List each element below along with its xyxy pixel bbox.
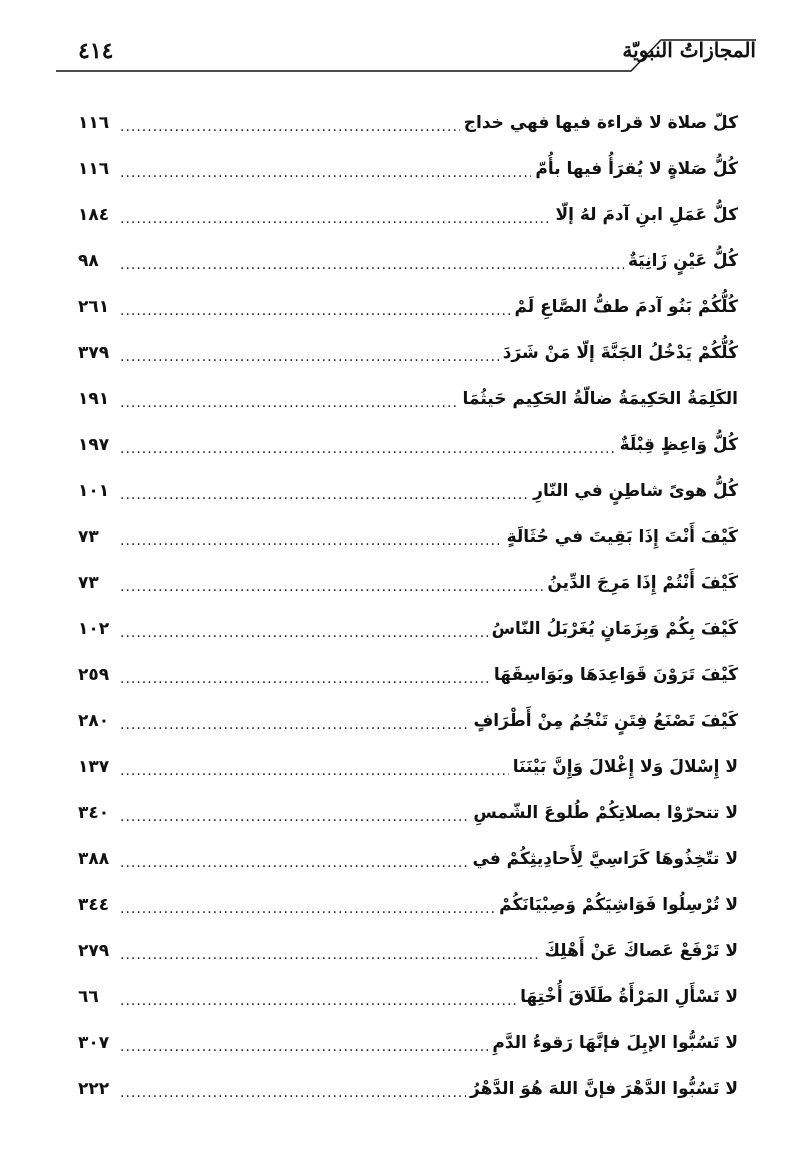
dot-leader [120, 257, 624, 273]
entry-text: كُلُّ صَلاةٍ لا يُقرَأُ فيها بأُمّ [535, 159, 738, 179]
index-entry [78, 652, 738, 698]
entry-page-number: ١٠٢ [78, 619, 110, 639]
dot-leader [120, 809, 469, 825]
entry-text: كلُّ عَمَلِ ابنِ آدمَ لهُ إلّا [555, 205, 738, 225]
entry-page-number: ٢٥٩ [78, 665, 110, 685]
entry-text: كُلُّ هوىً شاطِنٍ في النّارِ [533, 481, 738, 501]
entry-text: كُلُّ وَاعِظٍ قِبْلَةٌ [619, 435, 738, 455]
entry-page-number: ٢٦١ [78, 297, 110, 317]
book-title: المجازاتُ النبويّة [622, 38, 756, 62]
entry-text: لا تَسْأَلِ المَرْأَةُ طَلَاقَ أُخْتِهَا [520, 987, 738, 1007]
entry-page-number: ٢٧٩ [78, 941, 110, 961]
dot-leader [120, 441, 616, 457]
index-entry [78, 422, 738, 468]
entry-page-number: ١٩٧ [78, 435, 110, 455]
entry-page-number: ٦٦ [78, 987, 99, 1007]
dot-leader [120, 625, 488, 641]
entry-text: كَيْفَ بِكُمْ وَبِزَمَانٍ يُغَرْبَلُ النّاسُ [491, 619, 738, 639]
dot-leader [120, 671, 490, 687]
dot-leader [120, 717, 470, 733]
entry-page-number: ٣٧٩ [78, 343, 110, 363]
dot-leader [120, 165, 531, 181]
entry-page-number: ١١٦ [78, 113, 110, 133]
index-entry [78, 882, 738, 928]
index-entry [78, 100, 738, 146]
index-entry [78, 468, 738, 514]
dot-leader [120, 947, 540, 963]
entry-page-number: ٩٨ [78, 251, 99, 271]
entry-page-number: ٧٣ [78, 527, 99, 547]
index-entry [78, 836, 738, 882]
entry-text: لا إِسْلالَ وَلا إِغْلالَ وَإِنَّ بَيْنَنَا [512, 757, 738, 777]
dot-leader [120, 119, 460, 135]
index-entry [78, 928, 738, 974]
index-entry [78, 284, 738, 330]
index-entry [78, 514, 738, 560]
entry-text: لا تُرْسِلُوا فَوَاشِيَكُمْ وَصِبْيَانَكُمْ [499, 895, 738, 915]
index-list [78, 100, 738, 1112]
entry-page-number: ١٠١ [78, 481, 110, 501]
index-entry [78, 744, 738, 790]
entry-text: لا تَرْفَعْ عَصاكَ عَنْ أَهْلِكَ [544, 941, 738, 961]
dot-leader [120, 763, 509, 779]
dot-leader [120, 901, 495, 917]
index-entry [78, 790, 738, 836]
dot-leader [120, 303, 510, 319]
index-entry [78, 192, 738, 238]
index-entry [78, 1020, 738, 1066]
index-entry [78, 146, 738, 192]
page-number: ٤١٤ [78, 38, 114, 64]
index-entry [78, 698, 738, 744]
entry-text: كلّ صلاة لا قراءة فيها فهي خداج [463, 113, 738, 133]
entry-page-number: ٣٨٨ [78, 849, 110, 869]
entry-page-number: ٣٤٠ [78, 803, 110, 823]
index-entry [78, 1066, 738, 1112]
dot-leader [120, 579, 543, 595]
index-entry [78, 560, 738, 606]
entry-text: كَيْفَ أَنْتُمْ إِذَا مَرِجَ الدِّينُ [547, 573, 738, 593]
entry-page-number: ١٣٧ [78, 757, 110, 777]
dot-leader [120, 211, 551, 227]
entry-text: لا تَسُبُّوا الدَّهْرَ فإنَّ اللهَ هُوَ الدَّهْرُ [470, 1079, 738, 1099]
entry-text: كُلُّ عَيْنٍ زَانِيَةٌ [628, 251, 738, 271]
dot-leader [120, 395, 459, 411]
dot-leader [120, 349, 499, 365]
entry-text: كَيْفَ تَرَوْنَ قَوَاعِدَهَا وبَوَاسِقَهَا [493, 665, 738, 685]
entry-text: لا تتحرّوْا بصلاتِكُمْ طُلوعَ الشّمسِ [473, 803, 738, 823]
dot-leader [120, 487, 529, 503]
entry-text: لا تَسُبُّوا الإبِلَ فإنَّهَا رَقوءُ الدَّمِ [492, 1033, 738, 1053]
dot-leader [120, 533, 503, 549]
dot-leader [120, 1085, 466, 1101]
entry-page-number: ٣٠٧ [78, 1033, 110, 1053]
entry-text: لا تتّخِذُوهَا كَرَاسِيَّ لِأَحادِيثِكُمْ في [472, 849, 738, 869]
entry-page-number: ٢٢٢ [78, 1079, 110, 1099]
entry-page-number: ٣٤٤ [78, 895, 110, 915]
entry-text: كُلُّكُمْ يَدْخُلُ الجَنَّةَ إلّا مَنْ شَرَدَ [502, 343, 738, 363]
entry-page-number: ١١٦ [78, 159, 110, 179]
entry-page-number: ٧٣ [78, 573, 99, 593]
entry-text: كَيْفَ تَصْنَعُ فِتَنٍ تَنْجُمُ مِنْ أَطْرَافٍ [473, 711, 738, 731]
entry-text: كُلُّكُمْ بَنُو آدمَ طفُّ الصَّاعِ لَمْ [514, 297, 738, 317]
dot-leader [120, 993, 516, 1009]
index-entry [78, 238, 738, 284]
entry-text: كَيْفَ أَنْتَ إِذَا بَقِيتَ في حُثَالَةٍ [506, 527, 738, 547]
entry-text: الكَلِمَةُ الحَكِيمَةُ ضالّةُ الحَكِيم حَيثُمَا [462, 389, 738, 409]
entry-page-number: ١٩١ [78, 389, 110, 409]
index-entry [78, 376, 738, 422]
dot-leader [120, 1039, 488, 1055]
page-header [56, 38, 756, 78]
entry-page-number: ١٨٤ [78, 205, 110, 225]
entry-page-number: ٢٨٠ [78, 711, 110, 731]
dot-leader [120, 855, 468, 871]
index-entry [78, 606, 738, 652]
index-entry [78, 974, 738, 1020]
index-entry [78, 330, 738, 376]
